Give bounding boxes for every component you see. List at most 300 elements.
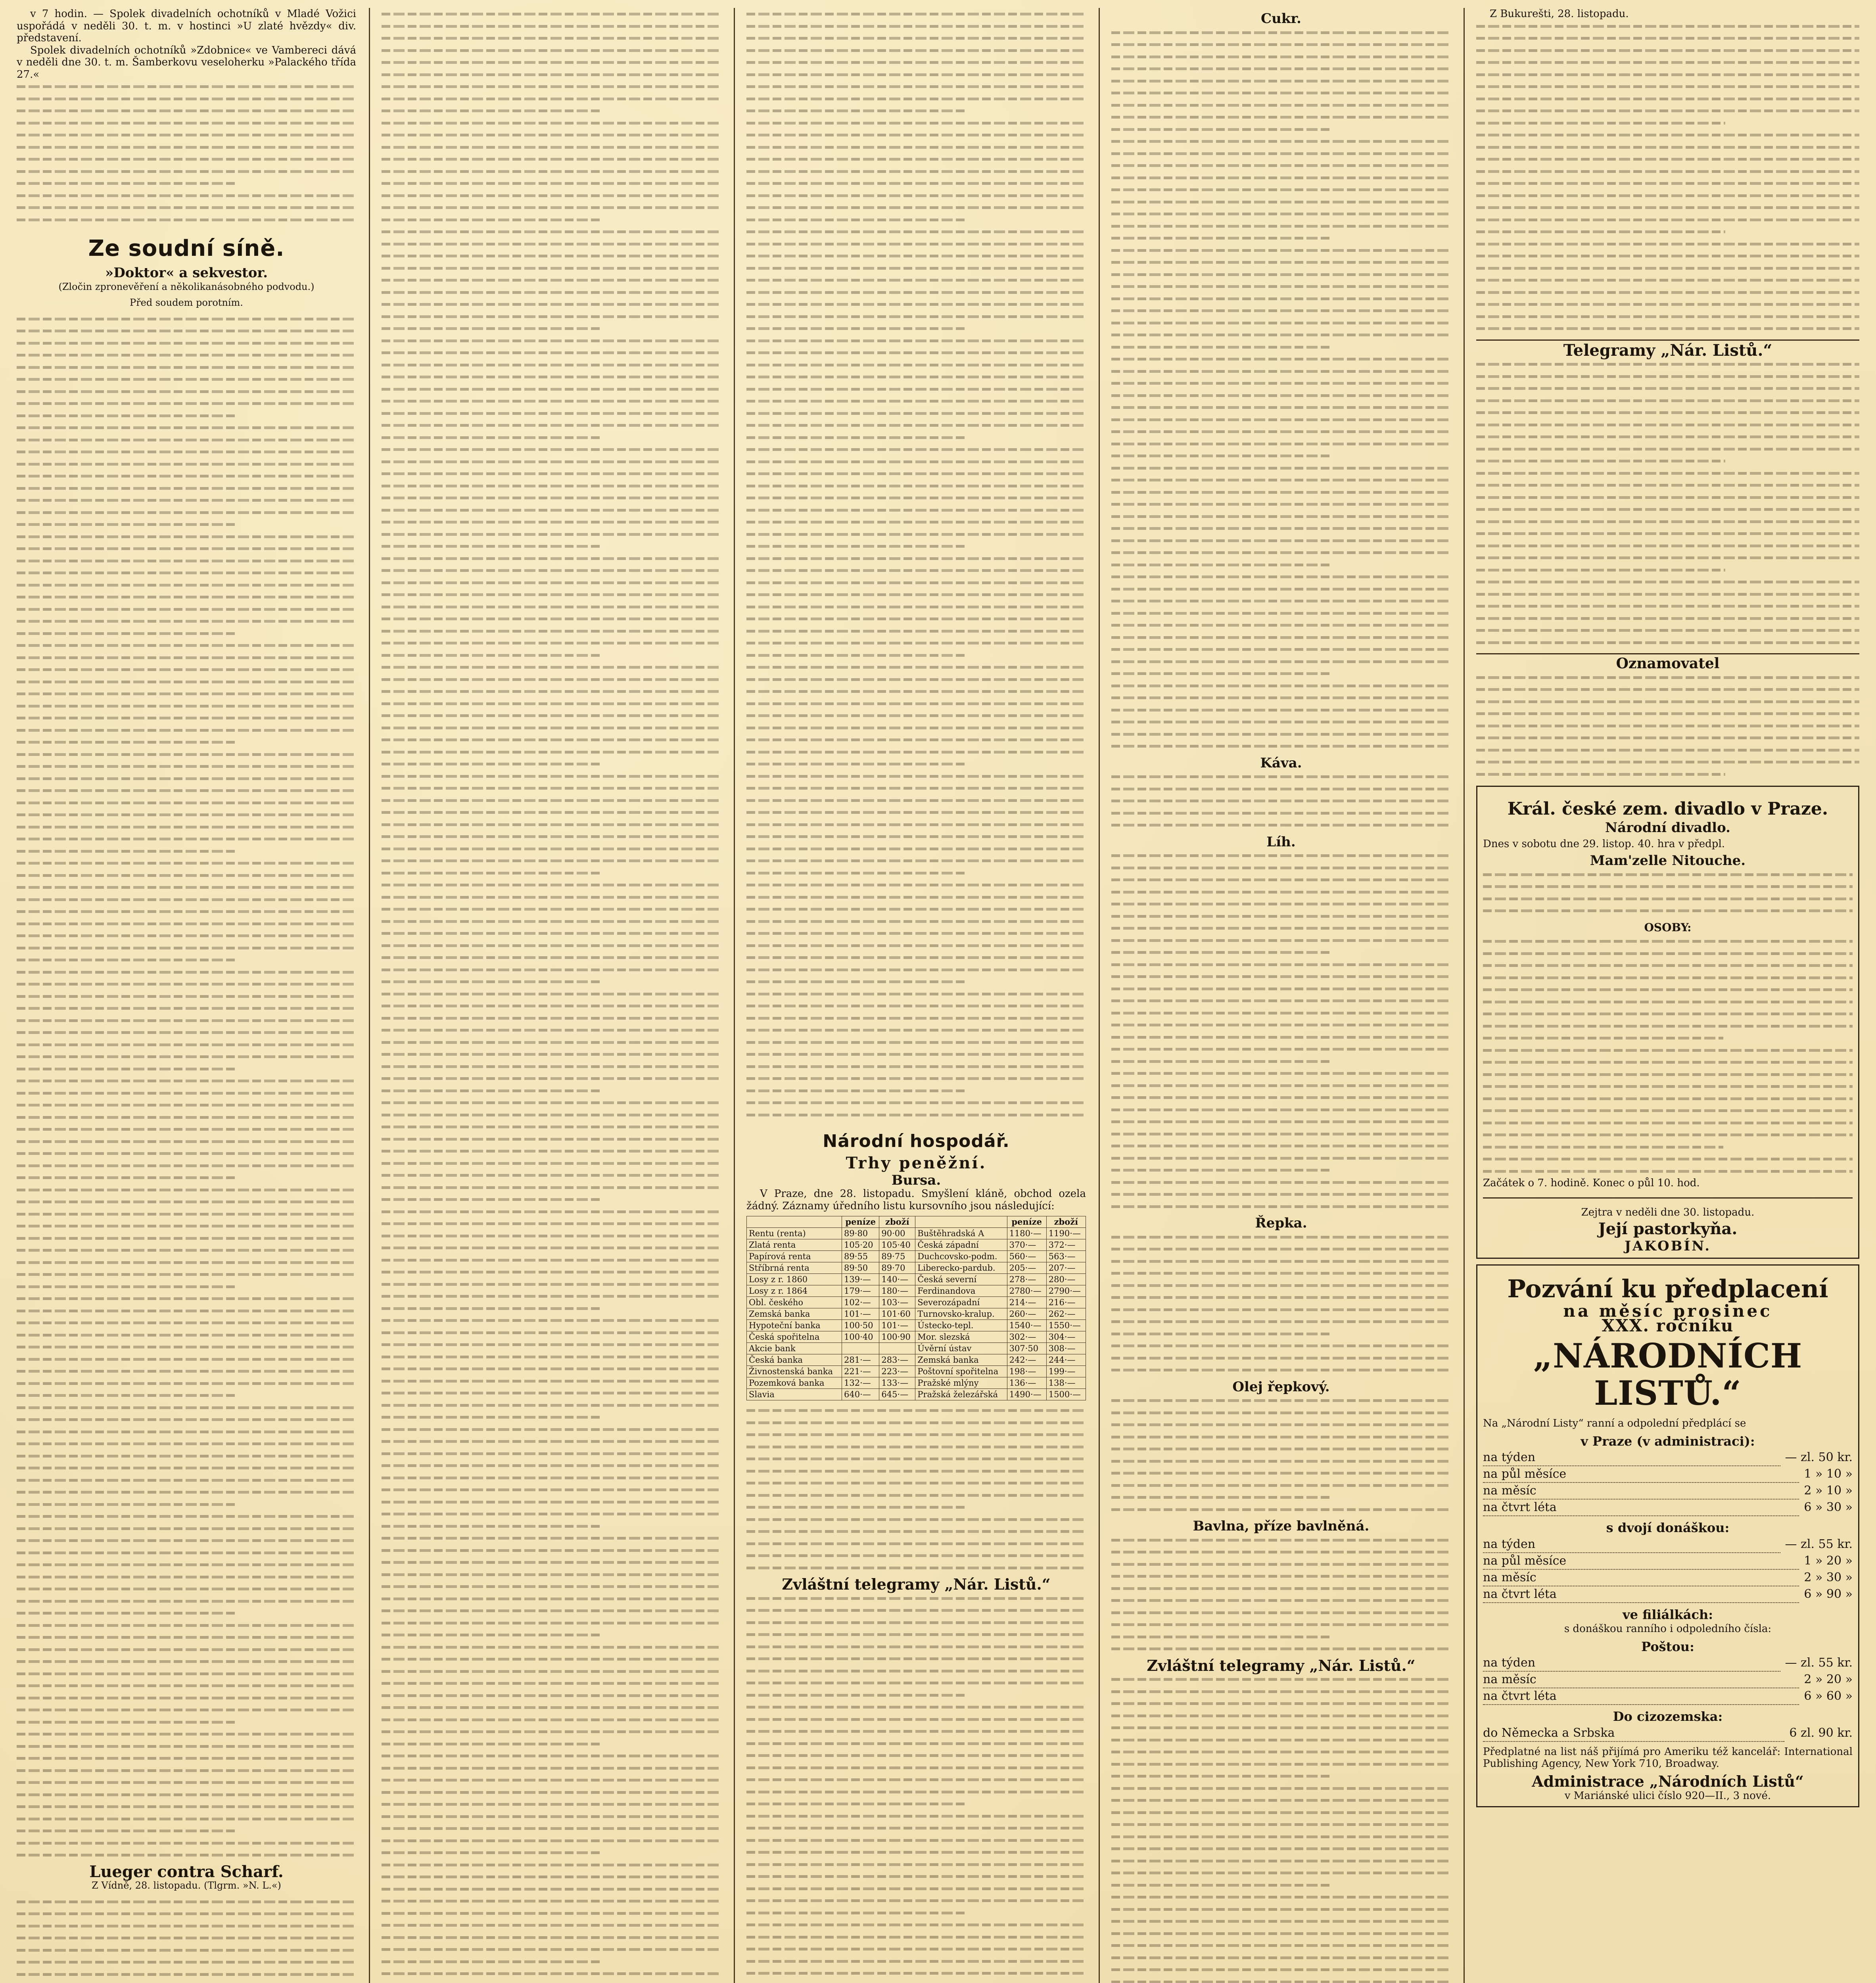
text-line [17, 603, 356, 616]
table-cell: 136·— [1007, 1377, 1046, 1389]
text-line [17, 1631, 356, 1644]
text-line [382, 1072, 721, 1085]
table-cell: 302·— [1007, 1331, 1046, 1343]
table-cell: Hypoteční banka [747, 1320, 842, 1331]
theatre-jakobin: JAKOBÍN. [1624, 1238, 1711, 1254]
text-line [1111, 1304, 1451, 1316]
text-line [382, 770, 721, 782]
kava-title: Káva. [1260, 755, 1302, 771]
table-cell: 308·— [1046, 1343, 1086, 1354]
text-line [382, 1883, 721, 1895]
text-line [17, 1692, 356, 1704]
theatre-tomorrow: Zejtra v neděli dne 30. listopadu. [1581, 1206, 1755, 1218]
price-row [1483, 1725, 1853, 1742]
table-cell: Losy z r. 1864 [747, 1285, 842, 1297]
text-line [1476, 564, 1859, 576]
text-line [17, 1498, 356, 1511]
price-label: na měsíc [1483, 1570, 1799, 1586]
text-line [382, 1181, 721, 1194]
text-line [1476, 756, 1859, 768]
text-line [17, 1776, 356, 1789]
text-line [1111, 1879, 1451, 1891]
text-line [1476, 69, 1859, 81]
text-line [382, 1520, 721, 1532]
table-cell: Poštovní spořitelna [915, 1366, 1007, 1377]
table-header: peníze [1007, 1216, 1046, 1228]
article-dateline-lueger: Z Vídně, 28. listopadu. (Tlgrm. »N. L.«) [92, 1880, 281, 1891]
text-line [382, 322, 721, 335]
invite-month: na měsíc prosinec [1563, 1301, 1772, 1321]
text-line [382, 1314, 721, 1327]
price-label: na půl měsíce [1483, 1553, 1799, 1570]
text-line [746, 395, 1086, 407]
text-line [382, 698, 721, 710]
text-line [746, 238, 1086, 250]
price-row [1483, 1553, 1853, 1570]
text-line [1476, 768, 1859, 781]
text-line [1476, 286, 1859, 299]
text-line [1111, 1231, 1451, 1243]
text-line [1476, 443, 1859, 455]
text-line [1483, 1020, 1853, 1032]
text-line [1111, 1964, 1451, 1976]
text-line [382, 1459, 721, 1472]
text-line [17, 784, 356, 797]
text-line [1111, 1055, 1451, 1068]
table-cell: Úvěrní ústav [915, 1343, 1007, 1354]
table-cell: 105·40 [879, 1239, 915, 1251]
table-cell: Turnovsko-kralup. [915, 1308, 1007, 1320]
america-note: Předplatné na list náš přijímá pro Ameriku též kancelář: International Publishing Agency, New York 710, Broadway. [1483, 1745, 1853, 1770]
text-line [382, 1278, 721, 1291]
text-line [17, 1607, 356, 1619]
bursa-title: Bursa. [891, 1172, 941, 1188]
text-line [1111, 111, 1451, 123]
text-line [1476, 311, 1859, 323]
admin-address: v Mariánské ulici číslo 920—II., 3 nové. [1564, 1790, 1771, 1802]
text-line [746, 564, 1086, 577]
text-line [1483, 1032, 1853, 1044]
text-line [746, 1979, 1086, 1983]
text-line [1111, 535, 1451, 547]
theatre-opera: Mam'zelle Nitouche. [1590, 853, 1746, 869]
price-value: 6 » 60 » [1804, 1689, 1853, 1703]
text-line [746, 468, 1086, 480]
text-line [17, 129, 356, 141]
table-cell: Pozemková banka [747, 1377, 842, 1389]
telegram-title-col5: Telegramy „Nár. Listů.“ [1476, 339, 1859, 357]
text-line [746, 105, 1086, 117]
price-list-dvoji [1483, 1536, 1853, 1603]
text-line [17, 1244, 356, 1256]
table-cell: 280·— [1046, 1274, 1086, 1285]
text-line [382, 710, 721, 722]
text-line [746, 1477, 1086, 1489]
text-line [1483, 996, 1853, 1008]
price-value: — zl. 55 kr. [1785, 1656, 1853, 1670]
table-cell: 89·70 [879, 1262, 915, 1274]
text-line [382, 794, 721, 807]
text-line [1111, 1619, 1451, 1631]
table-cell [842, 1343, 879, 1354]
text-line [1111, 1491, 1451, 1504]
table-cell: 198·— [1007, 1366, 1046, 1377]
table-cell: 370·— [1007, 1239, 1046, 1251]
text-line [382, 141, 721, 153]
text-line [746, 601, 1086, 613]
text-line [1111, 244, 1451, 257]
text-line [17, 1583, 356, 1595]
text-line [1476, 516, 1859, 528]
text-line [746, 1048, 1086, 1061]
text-line [1483, 1044, 1853, 1057]
text-line [746, 1592, 1086, 1605]
text-line [17, 494, 356, 506]
text-line [382, 1484, 721, 1496]
text-line [17, 664, 356, 676]
price-row [1483, 1672, 1853, 1688]
text-line [1111, 1782, 1451, 1795]
text-line [382, 190, 721, 202]
article-title-doktor: »Doktor« a sekvestor. [105, 265, 268, 281]
text-line [1111, 1291, 1451, 1304]
text-line [746, 516, 1086, 528]
text-line [746, 1749, 1086, 1762]
text-line [1111, 353, 1451, 365]
text-line [746, 940, 1086, 952]
text-line [382, 129, 721, 141]
text-line [382, 927, 721, 940]
table-cell: 221·— [842, 1366, 879, 1377]
text-line [1476, 637, 1859, 649]
price-list-postou [1483, 1655, 1853, 1705]
bursa-lead: V Praze, dne 28. listopadu. Smyšlení kláně, obchod ozela žádný. Záznamy úředního listu kursovního jsou následující: [746, 1188, 1086, 1212]
text-line [1111, 1467, 1451, 1479]
text-line [17, 313, 356, 325]
text-line [382, 201, 721, 214]
text-line [1111, 1891, 1451, 1903]
text-line [17, 1728, 356, 1740]
table-cell: 100·40 [842, 1331, 879, 1343]
text-line [17, 1087, 356, 1099]
price-row [1483, 1688, 1853, 1705]
text-line [17, 1534, 356, 1547]
text-line [746, 1641, 1086, 1653]
text-line [382, 830, 721, 843]
text-line [1111, 75, 1451, 87]
price-value: 1 » 20 » [1804, 1553, 1853, 1568]
text-line [746, 8, 1086, 20]
text-line [17, 1547, 356, 1559]
table-cell: 199·— [1046, 1366, 1086, 1377]
text-line [746, 734, 1086, 746]
text-line [382, 443, 721, 456]
table-cell: 1180·— [1007, 1228, 1046, 1239]
text-line [1111, 1419, 1451, 1431]
text-line [1483, 893, 1853, 905]
text-line [746, 129, 1086, 141]
lih-title: Líh. [1266, 834, 1296, 850]
text-line [1111, 123, 1451, 136]
price-label: na týden [1483, 1536, 1780, 1553]
column-4 [1103, 8, 1460, 1983]
invite-title: Pozvání ku předplacení [1507, 1274, 1828, 1303]
text-line [746, 504, 1086, 516]
price-value: 6 » 30 » [1804, 1500, 1853, 1514]
text-line [746, 951, 1086, 964]
text-line [1111, 1915, 1451, 1927]
text-line [1476, 540, 1859, 552]
text-line [17, 141, 356, 153]
text-line [1111, 1952, 1451, 1964]
text-line [382, 1206, 721, 1218]
text-line [1111, 1479, 1451, 1492]
text-line [1476, 419, 1859, 431]
table-cell: Pražské mlýny [915, 1377, 1007, 1389]
text-line [746, 1665, 1086, 1677]
text-line [746, 915, 1086, 928]
text-line [17, 177, 356, 190]
text-line [1111, 571, 1451, 583]
text-line [17, 966, 356, 978]
text-line [746, 1501, 1086, 1513]
text-line [382, 1169, 721, 1181]
text-line [1111, 1104, 1451, 1116]
text-line [382, 117, 721, 129]
text-line [17, 1571, 356, 1583]
text-line [1111, 1080, 1451, 1092]
article-byline: Před soudem porotním. [130, 297, 243, 308]
text-line [746, 710, 1086, 722]
text-line [382, 56, 721, 69]
text-line [746, 758, 1086, 770]
table-cell: 2790·— [1046, 1285, 1086, 1297]
text-line [1111, 1939, 1451, 1952]
text-line [1111, 1722, 1451, 1734]
text-line [1111, 886, 1451, 898]
text-line [17, 397, 356, 410]
text-line [1483, 869, 1853, 881]
table-cell: Akcie bank [747, 1343, 842, 1354]
text-line [382, 806, 721, 819]
text-line [17, 1026, 356, 1039]
text-line [1111, 1831, 1451, 1843]
price-label: na čtvrt léta [1483, 1688, 1799, 1705]
table-row [747, 1251, 1086, 1262]
text-line [382, 613, 721, 625]
table-cell: 1490·— [1007, 1389, 1046, 1400]
text-line [746, 843, 1086, 855]
text-line [746, 528, 1086, 541]
text-line [746, 782, 1086, 794]
text-line [1111, 1407, 1451, 1419]
text-line [746, 32, 1086, 44]
text-line [382, 1036, 721, 1049]
subscription-ad [1476, 1264, 1859, 1807]
text-line [746, 177, 1086, 190]
text-line [17, 1813, 356, 1825]
price-label: na týden [1483, 1655, 1780, 1672]
text-line [382, 44, 721, 57]
text-line [1111, 38, 1451, 51]
text-line [746, 492, 1086, 504]
text-line [17, 1825, 356, 1837]
table-cell: 101·60 [879, 1308, 915, 1320]
text-line [746, 1513, 1086, 1526]
table-cell: 307·50 [1007, 1343, 1046, 1354]
text-line [746, 819, 1086, 831]
text-line [17, 1789, 356, 1801]
text-line [382, 298, 721, 311]
text-line [17, 1389, 356, 1402]
table-row [747, 1343, 1086, 1354]
price-row [1483, 1500, 1853, 1516]
text-line [746, 698, 1086, 710]
text-line [17, 1341, 356, 1353]
table-cell: 216·— [1046, 1297, 1086, 1308]
text-line [746, 673, 1086, 686]
text-line [1476, 262, 1859, 274]
cukr-title: Cukr. [1261, 11, 1301, 27]
text-line [17, 1329, 356, 1341]
table-cell: 640·— [842, 1389, 879, 1400]
price-value: 1 » 10 » [1804, 1467, 1853, 1481]
text-line [1111, 462, 1451, 474]
text-line [382, 1714, 721, 1726]
text-line [746, 1798, 1086, 1810]
price-value: 2 » 10 » [1804, 1484, 1853, 1498]
text-line [1111, 293, 1451, 305]
table-cell: Rentu (renta) [747, 1228, 842, 1239]
text-line [382, 105, 721, 117]
table-row [747, 1297, 1086, 1308]
text-line [1476, 744, 1859, 756]
text-line [382, 311, 721, 323]
text-line [1111, 1431, 1451, 1443]
table-row [747, 1239, 1086, 1251]
text-line [382, 1629, 721, 1641]
text-line [17, 918, 356, 930]
text-line [1111, 450, 1451, 462]
text-line [746, 383, 1086, 395]
text-line [1111, 1673, 1451, 1686]
text-line [1111, 268, 1451, 281]
table-cell: 90·00 [879, 1228, 915, 1239]
text-line [1476, 32, 1859, 44]
text-line [1111, 667, 1451, 680]
text-line [1111, 389, 1451, 402]
text-line [1476, 165, 1859, 178]
table-row [747, 1308, 1086, 1320]
text-line [1111, 1558, 1451, 1571]
text-line [1111, 1631, 1451, 1643]
text-line [1483, 935, 1853, 947]
table-cell: 89·55 [842, 1251, 879, 1262]
text-line [17, 531, 356, 543]
text-line [17, 1619, 356, 1632]
text-line [1476, 503, 1859, 516]
text-line [382, 1919, 721, 1931]
text-line [1111, 1267, 1451, 1279]
text-line [1111, 1176, 1451, 1189]
text-line [1111, 51, 1451, 63]
text-line [746, 1024, 1086, 1036]
text-line [1111, 1570, 1451, 1582]
text-line [17, 1559, 356, 1571]
invite-year: XXX. ročníku [1602, 1316, 1734, 1335]
text-line [746, 661, 1086, 673]
text-line [382, 1847, 721, 1859]
text-line [1483, 905, 1853, 917]
text-line [1111, 1152, 1451, 1164]
table-cell: 102·— [842, 1297, 879, 1308]
text-line [1111, 1807, 1451, 1819]
text-line [382, 1387, 721, 1399]
text-line [746, 56, 1086, 69]
text-line [382, 1726, 721, 1738]
text-line [746, 1846, 1086, 1858]
text-line [382, 1701, 721, 1714]
text-line [382, 1738, 721, 1750]
table-row [747, 1377, 1086, 1389]
text-line [382, 1943, 721, 1956]
text-line [382, 1690, 721, 1702]
text-line [1111, 643, 1451, 656]
text-line [1111, 99, 1451, 111]
repka-title: Řepka. [1255, 1215, 1307, 1231]
text-line [1483, 880, 1853, 893]
table-cell: 563·— [1046, 1251, 1086, 1262]
price-label: na čtvrt léta [1483, 1500, 1799, 1516]
text-line [1111, 159, 1451, 172]
table-header: zboží [1046, 1216, 1086, 1228]
bukurest-dateline: Z Bukurešti, 28. listopadu. [1490, 8, 1629, 20]
text-line [1111, 341, 1451, 353]
text-line [1111, 1279, 1451, 1292]
text-line [1483, 972, 1853, 984]
text-line [382, 1109, 721, 1121]
text-line [746, 625, 1086, 637]
text-line [1476, 190, 1859, 202]
table-cell: Stříbrná renta [747, 1262, 842, 1274]
table-row [747, 1285, 1086, 1297]
text-line [1111, 1607, 1451, 1619]
text-line [1111, 850, 1451, 862]
table-cell: 1540·— [1007, 1320, 1046, 1331]
text-line [382, 81, 721, 93]
text-line [17, 1655, 356, 1668]
price-row [1483, 1586, 1853, 1603]
text-line [382, 601, 721, 613]
table-cell: 103·— [879, 1297, 915, 1308]
text-line [746, 1429, 1086, 1441]
text-line [746, 1109, 1086, 1121]
text-line [17, 1111, 356, 1124]
text-line [746, 81, 1086, 93]
text-line [382, 855, 721, 867]
text-line [17, 579, 356, 591]
text-line [1476, 250, 1859, 262]
text-line [382, 1931, 721, 1944]
text-line [1476, 238, 1859, 250]
table-row [747, 1354, 1086, 1366]
text-line [746, 855, 1086, 867]
text-line [382, 1774, 721, 1786]
text-line [1483, 984, 1853, 996]
table-header: peníze [842, 1216, 879, 1228]
price-row [1483, 1536, 1853, 1553]
text-line [17, 845, 356, 857]
